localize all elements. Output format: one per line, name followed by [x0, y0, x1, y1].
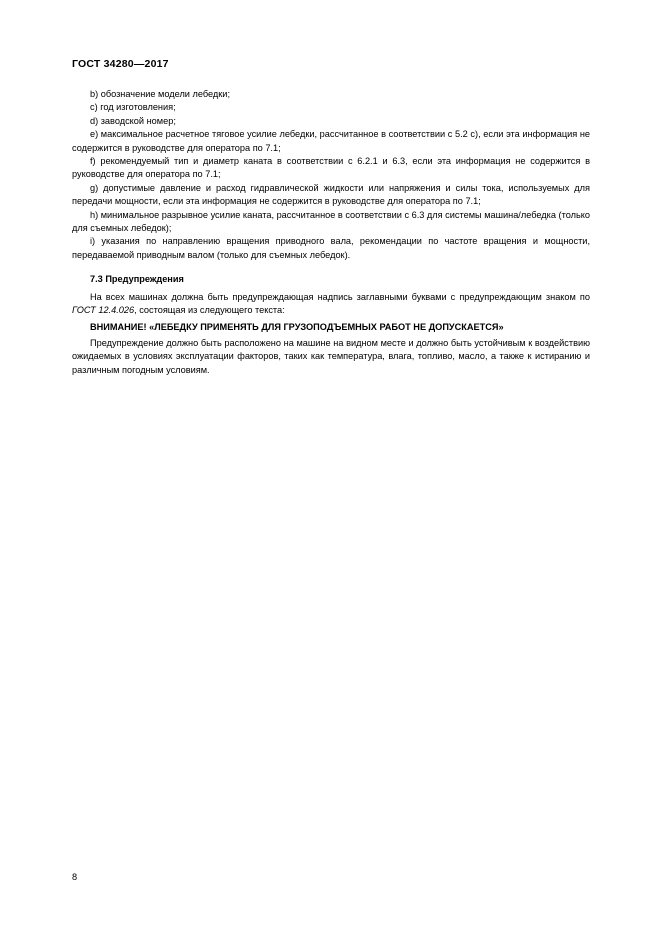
list-item: i) указания по направлению вращения приводного вала, рекомендации по частоте вращения и мощности, передаваемой приводным валом (только для съемных лебедок).: [72, 236, 590, 260]
list-item: c) год изготовления;: [90, 102, 176, 113]
list-item: h) минимальное разрывное усилие каната, рассчитанное в соответствии с 6.3 для системы машина/лебедка (только для съемных лебедок);: [72, 209, 590, 234]
page-content: [72, 88, 590, 377]
warning-text: ВНИМАНИЕ! «ЛЕБЕДКУ ПРИМЕНЯТЬ ДЛЯ ГРУЗОПОДЪЕМНЫХ РАБОТ НЕ ДОПУСКАЕТСЯ»: [90, 321, 504, 332]
section-intro-after: , состоящая из следующего текста:: [134, 305, 285, 316]
list-item: g) допустимые давление и расход гидравлической жидкости или напряжения и силы тока, используемых для передачи мощности, если эта информация не содержится в руководстве для оператора по 7.1;: [72, 182, 590, 207]
section-closing-paragraph: Предупреждение должно быть расположено на машине на видном месте и должно быть устойчивым к воздействию ожидаемых в условиях эксплуатации факторов, таких как температура, влага, топливо, масло, а также к истиранию и различным погодным условиям.: [72, 337, 590, 375]
list-item: e) максимальное расчетное тяговое усилие лебедки, рассчитанное в соответствии с 5.2 с), если эта информация не содержится в руководстве для оператора по 7.1;: [72, 129, 590, 153]
list-item: d) заводской номер;: [90, 115, 176, 126]
referenced-standard: ГОСТ 12.4.026: [72, 305, 135, 316]
page-number: 8: [72, 872, 78, 882]
list-item: f) рекомендуемый тип и диаметр каната в соответствии с 6.2.1 и 6.3, если эта информация не содержится в руководстве для оператора по 7.1;: [72, 156, 590, 180]
section-intro-before: На всех машинах должна быть предупреждающая надпись заглавными буквами с предупреждающим знаком по: [90, 291, 590, 302]
page-header: ГОСТ 34280—2017: [72, 58, 169, 70]
list-item: b) обозначение модели лебедки;: [90, 89, 230, 99]
section-intro-paragraph: [72, 291, 590, 318]
section-heading: 7.3 Предупреждения: [90, 274, 184, 285]
